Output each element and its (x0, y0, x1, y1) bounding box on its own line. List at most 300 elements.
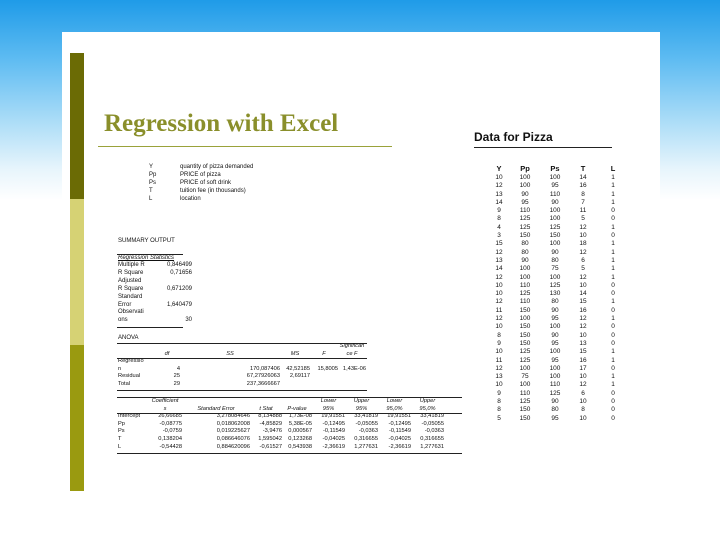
table-cell: 8 (497, 215, 501, 223)
table-cell: 110 (519, 298, 531, 306)
table-cell: Total (118, 380, 131, 387)
pizza-data-table (490, 164, 628, 423)
table-cell: 0,316655 (420, 435, 444, 442)
table-row (490, 340, 628, 348)
table-cell: 12 (495, 248, 503, 256)
legend-row (149, 196, 253, 204)
table-cell: 10 (579, 331, 587, 339)
table-cell: 100 (519, 265, 531, 273)
table-cell: 125 (519, 290, 531, 298)
table-row (490, 215, 628, 223)
table-cell: 150 (519, 232, 531, 240)
table-cell: 100 (549, 240, 561, 248)
table-cell: 12 (495, 182, 503, 190)
table-row (490, 406, 628, 414)
legend-symbol: Pp (149, 171, 157, 178)
table-cell: -0,11549 (322, 428, 345, 435)
table-cell: -0,11549 (388, 428, 411, 435)
table-row (490, 240, 628, 248)
table-header-cell: Standard Error (197, 405, 235, 412)
legend-symbol: L (149, 195, 153, 202)
stat-label: R Square (118, 285, 144, 292)
table-cell: 11 (495, 356, 503, 364)
table-cell: 125 (519, 356, 531, 364)
stat-label: ons (118, 317, 128, 324)
table-cell (280, 358, 310, 366)
table-cell: 12 (579, 273, 587, 281)
table-cell: 100 (549, 215, 561, 223)
table-cell: 100 (549, 207, 561, 215)
table-header-cell: Lower (386, 398, 403, 404)
table-header-cell: ce F (346, 350, 358, 357)
table-cell: -0,0363 (424, 428, 444, 435)
table-cell: 0,019225627 (216, 428, 250, 435)
table-cell: 0,086646076 (216, 435, 250, 442)
table-cell: 90 (521, 256, 529, 264)
table-cell: 1,277631 (420, 443, 444, 450)
table-cell: -0,05055 (355, 420, 378, 427)
table-row (118, 381, 366, 389)
table-row (118, 444, 444, 452)
column-header: Ps (550, 163, 560, 173)
table-cell: 0,138204 (158, 435, 182, 442)
stat-value: 0,846499 (166, 262, 192, 268)
stat-row (118, 262, 192, 270)
legend-symbol: T (149, 187, 153, 194)
table-cell (180, 358, 280, 366)
divider (117, 358, 367, 359)
table-cell: 75 (551, 265, 559, 273)
table-cell: 12 (495, 298, 503, 306)
table-cell: 0 (611, 290, 615, 298)
table-row (118, 358, 366, 366)
table-cell: 125 (549, 389, 561, 397)
table-cell: 90 (551, 398, 559, 406)
table-cell: 12 (495, 273, 503, 281)
divider (117, 390, 367, 391)
table-cell: 18 (579, 240, 587, 248)
table-row (118, 343, 366, 351)
table-cell: 13 (495, 190, 503, 198)
table-cell: Pp (118, 420, 125, 427)
coefficients-body (118, 413, 444, 451)
legend-symbol: Y (149, 164, 154, 170)
table-cell: 1 (611, 315, 615, 323)
anova-table (118, 343, 366, 389)
table-row (490, 390, 628, 398)
table-cell: 95 (521, 198, 529, 206)
table-cell (338, 381, 366, 389)
table-cell: 33,41819 (420, 413, 444, 420)
table-cell: 19,91551 (321, 413, 345, 420)
table-cell: Ps (118, 428, 125, 435)
table-row (490, 298, 628, 306)
legend-row (149, 188, 253, 196)
table-header-cell: Upper (419, 398, 436, 404)
table-cell: 13 (495, 256, 503, 264)
table-cell: -0,12495 (322, 420, 345, 427)
table-cell: 12 (495, 315, 503, 323)
table-cell: 1 (611, 273, 615, 281)
table-cell: -0,0363 (358, 428, 378, 435)
table-cell: 8 (497, 406, 501, 414)
table-row (490, 199, 628, 207)
table-row (490, 398, 628, 406)
table-cell: 125 (519, 348, 531, 356)
stat-row (118, 270, 192, 278)
table-cell: -2,36619 (388, 443, 411, 450)
table-cell: 6 (581, 256, 585, 264)
table-cell: 150 (519, 331, 531, 339)
table-cell: 10 (495, 290, 503, 298)
table-header-cell: 95,0% (419, 405, 436, 412)
table-row (118, 373, 366, 381)
table-cell: 10 (495, 323, 503, 331)
table-cell: 130 (549, 290, 561, 298)
table-cell: 15,8005 (317, 365, 338, 372)
table-cell: Regressio (118, 358, 144, 365)
table-row (490, 174, 628, 182)
table-cell: 1,595042 (258, 435, 282, 442)
table-cell: 0 (611, 331, 615, 339)
table-header-cell (282, 398, 312, 406)
table-cell: 10 (579, 281, 587, 289)
table-cell: 0 (611, 323, 615, 331)
table-cell: 125 (549, 223, 561, 231)
legend-description: PRICE of pizza (180, 171, 221, 178)
table-cell: 0,543938 (288, 443, 312, 450)
table-cell (310, 373, 338, 381)
table-cell: 25 (173, 373, 180, 380)
table-cell: n (118, 365, 122, 372)
table-cell: 150 (519, 323, 531, 331)
table-row (118, 428, 444, 436)
table-cell (338, 358, 366, 366)
table-cell: 0 (611, 364, 615, 372)
pizza-title-underline (474, 147, 612, 148)
table-cell: 8,134888 (258, 413, 282, 420)
table-cell: 3 (497, 232, 501, 240)
table-cell: 90 (551, 306, 559, 314)
table-cell: 26,66685 (158, 413, 182, 420)
table-cell: 125 (519, 223, 531, 231)
table-cell: 1 (611, 298, 615, 306)
table-cell: 170,087406 (249, 365, 280, 372)
table-cell: 150 (519, 414, 531, 422)
table-cell: 90 (551, 248, 559, 256)
table-cell: 100 (549, 373, 561, 381)
table-cell: 100 (549, 348, 561, 356)
table-cell: -2,36619 (322, 443, 345, 450)
table-cell: 15 (579, 348, 587, 356)
table-row (490, 207, 628, 215)
table-cell: 5 (581, 265, 585, 273)
table-cell: 11 (495, 306, 503, 314)
table-row (490, 224, 628, 232)
table-cell: 1 (611, 182, 615, 190)
table-row (490, 191, 628, 199)
table-cell: 1 (611, 248, 615, 256)
stat-row (118, 302, 192, 310)
column-header: L (610, 163, 616, 173)
table-row (490, 332, 628, 340)
legend-row (149, 180, 253, 188)
table-cell: 67,27926063 (246, 373, 280, 380)
table-cell: -0,12495 (388, 420, 411, 427)
table-cell: 0,316655 (354, 435, 378, 442)
table-cell: 100 (519, 182, 531, 190)
table-cell: 16 (579, 306, 587, 314)
table-cell: -3,9476 (262, 428, 282, 435)
table-cell: -0,08775 (159, 420, 182, 427)
table-cell: 110 (519, 281, 531, 289)
table-header-cell (250, 398, 282, 406)
table-cell: 95 (551, 315, 559, 323)
table-cell: 0,000567 (288, 428, 312, 435)
stat-row (118, 309, 192, 317)
table-cell: 12 (495, 364, 503, 372)
table-cell: 100 (549, 323, 561, 331)
table-cell: 1 (611, 190, 615, 198)
legend-description: quantity of pizza demanded (180, 164, 254, 170)
table-cell (310, 381, 338, 389)
table-cell: 150 (519, 306, 531, 314)
table-cell: 100 (519, 273, 531, 281)
summary-output-heading: SUMMARY OUTPUT (118, 238, 175, 244)
table-cell: 5 (581, 215, 585, 223)
column-header: Pp (520, 163, 530, 173)
table-cell: 16 (579, 182, 587, 190)
table-row (490, 182, 628, 190)
table-cell: 14 (579, 290, 587, 298)
table-row (118, 398, 444, 406)
table-cell: 2,69117 (289, 373, 310, 380)
table-cell: 150 (549, 232, 561, 240)
table-cell: T (118, 435, 122, 442)
table-row (490, 315, 628, 323)
table-cell: 110 (549, 381, 561, 389)
table-row (490, 257, 628, 265)
table-cell: 10 (495, 174, 503, 181)
table-cell: 95 (551, 356, 559, 364)
table-cell: 75 (521, 373, 529, 381)
table-row (118, 366, 366, 374)
table-row (118, 436, 444, 444)
pizza-data-body (490, 174, 628, 423)
table-cell: 0 (611, 232, 615, 240)
table-cell: Residual (118, 373, 141, 380)
table-cell: 1 (611, 256, 615, 264)
title-underline (98, 146, 392, 147)
table-header-cell: Significan (339, 343, 365, 349)
column-header: T (580, 163, 586, 173)
table-cell: -0,61527 (259, 443, 282, 450)
table-cell: 8 (497, 331, 501, 339)
table-cell: 0 (611, 207, 615, 215)
table-cell: 14 (495, 198, 503, 206)
table-cell: 100 (549, 174, 561, 181)
table-row (490, 290, 628, 298)
coefficients-table (118, 398, 444, 451)
table-cell: 100 (519, 364, 531, 372)
table-cell: 42,52185 (286, 365, 310, 372)
table-cell: 1 (611, 373, 615, 381)
stat-value: 0,71656 (170, 269, 192, 276)
divider (117, 453, 462, 454)
table-row (118, 421, 444, 429)
table-cell: 0 (611, 398, 615, 406)
table-header-cell: t Stat (259, 405, 273, 412)
table-cell: 13 (495, 373, 503, 381)
divider (117, 254, 183, 255)
stat-value: 30 (185, 317, 192, 324)
table-cell: 9 (497, 339, 501, 347)
divider (117, 413, 462, 414)
table-cell: 1 (611, 174, 615, 181)
table-cell: 100 (519, 174, 531, 181)
table-cell: 12 (579, 248, 587, 256)
table-header-cell: F (322, 350, 326, 357)
table-header-cell: Lower (320, 398, 337, 404)
table-cell: 4 (176, 365, 180, 372)
table-cell: 4 (497, 223, 501, 231)
table-cell: 5,38E-05 (288, 420, 312, 427)
table-cell: 10 (495, 281, 503, 289)
table-cell (280, 381, 310, 389)
table-cell: 0 (611, 406, 615, 414)
table-cell: Intercept (118, 413, 141, 420)
slide-title: Regression with Excel (104, 110, 339, 137)
table-cell: 8 (497, 398, 501, 406)
table-cell: 100 (549, 364, 561, 372)
accent-bar-light (70, 199, 84, 345)
table-cell: 90 (521, 190, 529, 198)
table-cell: 110 (519, 207, 531, 215)
table-cell: 1,73E-08 (288, 413, 312, 420)
table-cell: -0,54428 (159, 443, 182, 450)
table-cell: 12 (579, 223, 587, 231)
table-header-cell: Coefficient (151, 398, 179, 404)
table-cell: 1 (611, 381, 615, 389)
table-cell: 1 (611, 265, 615, 273)
table-header-cell: 95% (355, 405, 368, 412)
table-cell: 0 (611, 215, 615, 223)
regression-statistics-table (118, 262, 192, 325)
table-cell: 14 (495, 265, 503, 273)
stat-value (156, 309, 192, 317)
table-cell: 0 (611, 306, 615, 314)
table-cell: 5 (497, 414, 501, 422)
table-header-cell (182, 398, 250, 406)
table-cell: 10 (579, 373, 587, 381)
table-cell: 12 (579, 323, 587, 331)
table-cell: 10 (495, 348, 503, 356)
table-cell: 10 (579, 398, 587, 406)
table-cell: 6 (581, 389, 585, 397)
variable-legend (149, 164, 253, 204)
table-header-cell: 95% (322, 405, 335, 412)
table-cell (154, 358, 180, 366)
table-cell: 95 (551, 414, 559, 422)
table-cell: 125 (549, 281, 561, 289)
stat-row (118, 294, 192, 302)
stat-label: R Square (118, 269, 144, 276)
table-cell: 14 (579, 174, 587, 181)
table-cell: -0,05055 (421, 420, 444, 427)
table-cell: 1,277631 (354, 443, 378, 450)
table-header-cell: P-value (287, 405, 307, 412)
stat-label: Multiple R (118, 262, 145, 268)
table-row (490, 373, 628, 381)
table-row (490, 232, 628, 240)
table-cell: 0,884620096 (216, 443, 250, 450)
table-row (490, 415, 628, 423)
table-row (490, 381, 628, 389)
table-cell (338, 373, 366, 381)
table-header-cell: 95,0% (386, 405, 403, 412)
table-row (490, 323, 628, 331)
table-cell: 0 (611, 389, 615, 397)
table-cell: 80 (521, 248, 529, 256)
table-cell: 29 (173, 380, 180, 387)
stat-label: Observati (118, 309, 144, 316)
table-row (490, 274, 628, 282)
table-cell: -4,85829 (259, 420, 282, 427)
table-cell: 90 (551, 331, 559, 339)
table-row (490, 357, 628, 365)
table-cell: 110 (549, 190, 561, 198)
stat-value (156, 294, 192, 302)
table-cell: 1 (611, 198, 615, 206)
legend-description: tuition fee (in thousands) (180, 187, 246, 194)
table-cell: 15 (495, 240, 503, 248)
table-cell: 95 (551, 182, 559, 190)
table-cell: 9 (497, 207, 501, 215)
legend-description: location (180, 195, 201, 202)
table-row (490, 282, 628, 290)
table-cell: -0,04025 (322, 435, 345, 442)
table-cell: 80 (551, 406, 559, 414)
table-cell: 13 (579, 339, 587, 347)
table-cell: 100 (549, 273, 561, 281)
accent-bar-olive (70, 345, 84, 491)
table-header-row (490, 164, 628, 174)
table-header-cell: MS (290, 350, 300, 357)
table-cell: 3,278084646 (216, 413, 250, 420)
table-cell: 150 (519, 406, 531, 414)
table-header-cell: s (163, 405, 167, 412)
table-header-cell: df (164, 350, 170, 357)
table-row (490, 307, 628, 315)
table-cell: 1 (611, 223, 615, 231)
table-cell: 125 (519, 398, 531, 406)
legend-row (149, 172, 253, 180)
table-cell: 0 (611, 414, 615, 422)
table-cell: 10 (579, 232, 587, 240)
legend-row (149, 164, 253, 172)
table-cell: 0,018062008 (216, 420, 250, 427)
column-header: Y (496, 163, 502, 173)
stat-value: 0,671209 (166, 285, 192, 292)
table-row (118, 413, 444, 421)
table-header-cell: Upper (353, 398, 370, 404)
table-cell: 16 (579, 356, 587, 364)
table-header-cell: SS (226, 350, 234, 357)
stat-row (118, 286, 192, 294)
table-cell: 9 (497, 389, 501, 397)
table-cell: 80 (551, 256, 559, 264)
divider (117, 327, 183, 328)
